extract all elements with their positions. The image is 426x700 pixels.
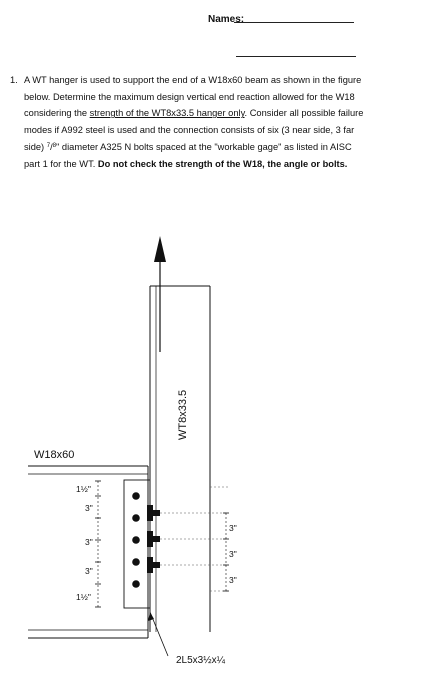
problem-text-3: " diameter A325 N bolts spaced at the "workable gage" as listed in AISC part 1 for the WT.: [24, 142, 352, 169]
beam-label: W18x60: [34, 449, 75, 461]
right-dim-label: 3": [229, 549, 237, 559]
names-label: Names:: [208, 14, 245, 25]
problem-statement: 1. A WT hanger is used to support the end of a W18x60 beam as shown in the figure below. Determine the maximum design vertical end reaction allowed for the W18 considering the strength of the WT8x33.5 hanger only. Consider all possible failure modes if A992 steel is used and the connection consists of six (3 near side, 3 far side) $^7/_8$" diameter A325 N bolts spaced at the "workable gage" as listed in AISC part 1 for the WT. Do not check the strength of the W18, the angle or bolts.: [10, 72, 366, 173]
bolt-hole: [132, 536, 140, 544]
angle-label: 2L5x3½x¼: [176, 655, 225, 666]
problem-text-1: A WT hanger is used to support the end of a W18x60 beam as shown in the figure below. Determine the maximum design vertical end reaction allowed for the W18 considering the: [24, 75, 362, 119]
problem-bold-text: Do not check the strength of the W18, the angle or bolts.: [97, 158, 348, 169]
left-dim-label: 1½": [76, 592, 91, 602]
problem-number: 1.: [10, 75, 18, 85]
right-dim-label: 3": [229, 575, 237, 585]
bolt: [147, 557, 160, 573]
reaction-arrow-head: [154, 236, 166, 262]
fraction-denominator: 8: [52, 143, 57, 150]
fraction-numerator: 7: [46, 143, 51, 150]
bolt: [147, 505, 160, 521]
problem-underlined-text: strength of the WT8x33.5 hanger only: [89, 108, 245, 119]
left-dim-label: 3": [85, 537, 93, 547]
left-dim-ticks: [95, 481, 101, 607]
left-dim-label: 1½": [76, 484, 91, 494]
left-dim-label: 3": [85, 503, 93, 513]
problem-text-2: . Consider all possible failure modes if A992 steel is used and the connection consists of six (3 near side, 3 far side): [24, 108, 364, 153]
bolt-hole: [132, 492, 140, 500]
bolt-hole: [132, 580, 140, 588]
bolt-hole: [132, 558, 140, 566]
right-dim-label: 3": [229, 523, 237, 533]
left-dim-label: 3": [85, 566, 93, 576]
wt-label: WT8x33.5: [177, 389, 189, 440]
bolt: [147, 531, 160, 547]
bolt-hole: [132, 514, 140, 522]
